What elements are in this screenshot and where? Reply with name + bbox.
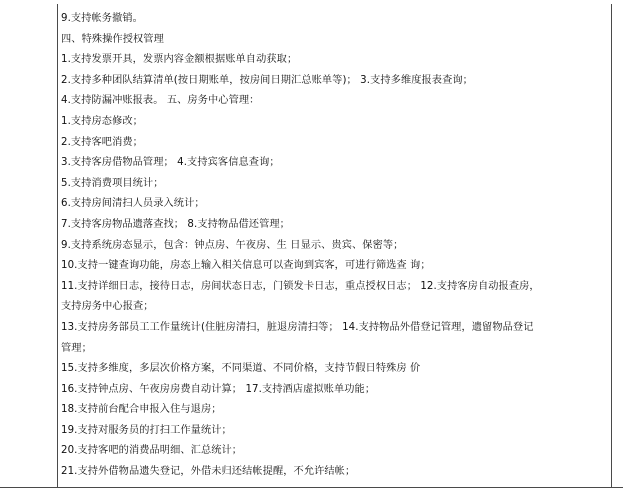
text-line: 4.支持防漏冲账报表。 五、房务中心管理： bbox=[61, 95, 260, 107]
text-line: 2.支持客吧消费； bbox=[61, 136, 143, 148]
text-line: 7.支持客房物品遗落查找； 8.支持物品借还管理； bbox=[61, 218, 290, 230]
text-line: 3.支持客房借物品管理； 4.支持宾客信息查询； bbox=[61, 157, 280, 169]
text-line: 5.支持消费项目统计； bbox=[61, 177, 164, 189]
text-line: 15.支持多维度，多层次价格方案，不同渠道、不同价格，支持节假日特殊房 价 bbox=[61, 363, 421, 375]
text-line: 6.支持房间清扫人员录入统计； bbox=[61, 198, 205, 210]
text-line: 18.支持前台配合申报入住与退房； bbox=[61, 404, 222, 416]
text-line: 10.支持一键查询功能，房态上输入相关信息可以查询到宾客，可进行筛选查 询； bbox=[61, 260, 431, 272]
text-line: 9.支持系统房态显示，包含：钟点房、午夜房、生 日显示、贵宾、保密等； bbox=[61, 239, 404, 251]
text-line: 9.支持帐务撤销。 bbox=[61, 13, 143, 24]
text-line: 19.支持对服务员的打扫工作量统计； bbox=[61, 424, 232, 436]
text-line: 13.支持房务部员工工作量统计(住脏房清扫，脏退房清扫等； 14.支持物品外借登记管理，遗留物品登记 bbox=[61, 321, 534, 333]
text-line: 1.支持房态修改； bbox=[61, 115, 143, 127]
text-line: 11.支持详细日志，接待日志，房间状态日志，门锁发卡日志，重点授权日志； 12.支持客房自动报查房， bbox=[61, 280, 540, 292]
text-line: 16.支持钟点房、午夜房房费自动计算； 17.支持酒店虚拟账单功能； bbox=[61, 383, 376, 395]
text-line: 20.支持客吧的消费品明细、汇总统计； bbox=[61, 445, 243, 457]
text-line: 1.支持发票开具，发票内容金额根据账单自动获取； bbox=[61, 54, 298, 66]
text-line: 2.支持多种团队结算清单(按日期账单，按房间日期汇总账单等)； 3.支持多维度报表查询； bbox=[61, 74, 473, 86]
right-margin-cell bbox=[612, 0, 623, 488]
text-line: 管理； bbox=[61, 342, 92, 354]
table-cell-feature-list bbox=[57, 4, 612, 488]
left-margin-cell bbox=[0, 0, 57, 488]
text-line: 21.支持外借物品遗失登记，外借未归还结帐提醒，不允许结帐； bbox=[61, 466, 356, 478]
text-line: 支持房务中心报查； bbox=[61, 301, 154, 313]
feature-list bbox=[61, 9, 609, 483]
section-heading: 四、特殊操作授权管理 bbox=[61, 33, 164, 45]
